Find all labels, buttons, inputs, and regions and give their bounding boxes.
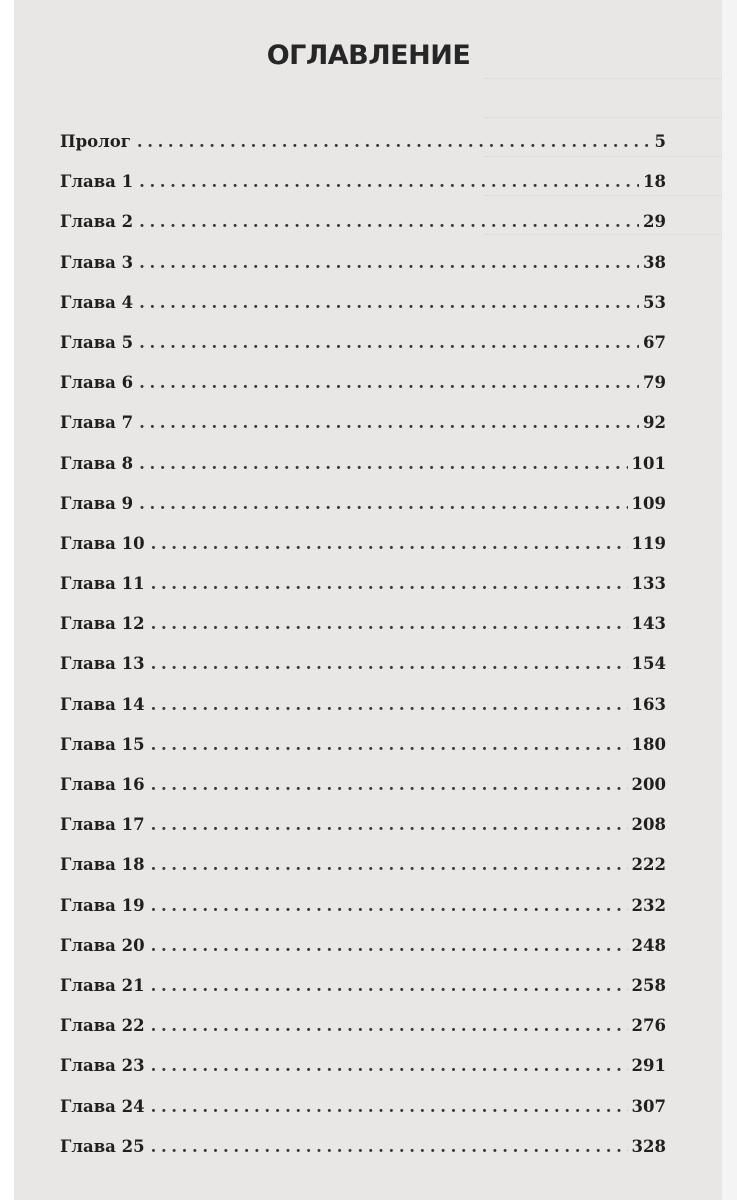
bleed-line	[484, 79, 722, 118]
toc-entry-label: Глава 16	[60, 775, 145, 794]
dot-leader	[151, 815, 628, 834]
toc-entry-label: Глава 14	[60, 694, 145, 714]
toc-entry-label: Глава 22	[60, 1016, 145, 1036]
toc-entry	[60, 735, 666, 775]
toc-entry	[60, 614, 666, 654]
toc-entry-page-number: 79	[643, 373, 666, 393]
toc-entry	[60, 494, 666, 534]
toc-entry	[60, 775, 666, 815]
dot-leader	[151, 1056, 628, 1075]
toc-entry-page-number: 222	[631, 855, 666, 875]
dot-leader	[151, 534, 628, 553]
dot-leader	[139, 212, 639, 231]
dot-leader	[151, 1137, 628, 1156]
toc-entry-label: Глава 5	[60, 332, 134, 352]
toc-entry-page-number: 258	[631, 975, 666, 995]
dot-leader	[139, 253, 639, 272]
dot-leader	[139, 373, 639, 392]
toc-entry-page-number: 307	[631, 1096, 666, 1116]
toc-entry	[60, 896, 666, 936]
toc-entry	[60, 333, 666, 373]
toc-entry-page-number: 291	[631, 1056, 666, 1076]
toc-entry-page-number: 154	[631, 654, 666, 674]
toc-entry	[60, 695, 666, 735]
toc-entry-page-number: 92	[643, 413, 666, 433]
toc-entry-page-number: 101	[631, 453, 666, 473]
dot-leader	[151, 735, 628, 754]
toc-entry-label: Глава 13	[60, 654, 145, 674]
toc-entry-page-number: 232	[631, 895, 666, 915]
toc-entry-label: Глава 10	[60, 533, 145, 553]
toc-entry-page-number: 163	[631, 694, 666, 714]
toc-entry-page-number: 119	[631, 533, 666, 553]
toc-entry-page-number: 5	[654, 132, 666, 151]
toc-entry-label: Пролог	[60, 132, 131, 151]
toc-entry-label: Глава 1	[60, 172, 134, 192]
toc-entry-label: Глава 18	[60, 855, 145, 875]
toc-entry-page-number: 180	[631, 734, 666, 754]
toc-entry-page-number: 143	[631, 614, 666, 634]
dot-leader	[151, 775, 628, 794]
dot-leader	[151, 614, 628, 633]
toc-entry-label: Глава 24	[60, 1096, 145, 1116]
toc-entry-label: Глава 11	[60, 574, 145, 594]
toc-entry-label: Глава 20	[60, 935, 145, 955]
dot-leader	[151, 896, 628, 915]
toc-entry-page-number: 38	[643, 252, 666, 272]
toc-entry-page-number: 18	[643, 172, 666, 192]
dot-leader	[139, 413, 639, 432]
toc-entry-label: Глава 7	[60, 413, 134, 433]
toc-entry	[60, 654, 666, 694]
dot-leader	[139, 333, 639, 352]
toc-entry-label: Глава 12	[60, 614, 145, 634]
toc-entry	[60, 132, 666, 172]
toc-entry	[60, 855, 666, 895]
dot-leader	[137, 132, 651, 151]
toc-entry-label: Глава 21	[60, 975, 145, 995]
toc-entry-label: Глава 6	[60, 373, 134, 393]
toc-entry	[60, 172, 666, 212]
toc-entry-label: Глава 8	[60, 453, 134, 473]
toc-entry	[60, 1097, 666, 1137]
toc-entry	[60, 1016, 666, 1056]
toc-entry	[60, 534, 666, 574]
dot-leader	[151, 1016, 628, 1035]
toc-entry	[60, 454, 666, 494]
toc-entry	[60, 212, 666, 252]
toc-entry-label: Глава 9	[60, 493, 134, 513]
toc-entry-page-number: 328	[631, 1136, 666, 1156]
dot-leader	[139, 454, 627, 473]
dot-leader	[151, 936, 628, 955]
toc-entry-label: Глава 19	[60, 895, 145, 915]
toc-entry	[60, 1137, 666, 1177]
toc-entry-label: Глава 4	[60, 292, 134, 312]
dot-leader	[151, 855, 628, 874]
page-margin-edge	[722, 0, 737, 1200]
dot-leader	[151, 976, 628, 995]
toc-entry-label: Глава 23	[60, 1056, 145, 1076]
toc-entry	[60, 976, 666, 1016]
toc-entry-label: Глава 25	[60, 1136, 145, 1156]
toc-entry	[60, 253, 666, 293]
toc-entry-page-number: 109	[631, 493, 666, 513]
dot-leader	[151, 695, 628, 714]
toc-entry	[60, 1056, 666, 1096]
toc-entry	[60, 373, 666, 413]
toc-entry	[60, 815, 666, 855]
dot-leader	[151, 1097, 628, 1116]
toc-entry	[60, 413, 666, 453]
toc-entry-label: Глава 17	[60, 815, 145, 835]
toc-list	[60, 132, 666, 1177]
toc-entry	[60, 293, 666, 333]
toc-entry-page-number: 200	[631, 775, 666, 794]
dot-leader	[139, 172, 639, 191]
toc-entry	[60, 574, 666, 614]
toc-entry-page-number: 67	[643, 332, 666, 352]
dot-leader	[151, 654, 628, 673]
toc-entry-label: Глава 15	[60, 734, 145, 754]
dot-leader	[151, 574, 628, 593]
dot-leader	[139, 293, 639, 312]
toc-entry-label: Глава 2	[60, 212, 134, 232]
toc-entry-page-number: 248	[631, 935, 666, 955]
toc-entry	[60, 936, 666, 976]
toc-entry-page-number: 276	[631, 1016, 666, 1036]
dot-leader	[139, 494, 627, 513]
toc-entry-label: Глава 3	[60, 252, 134, 272]
toc-entry-page-number: 53	[643, 292, 666, 312]
toc-entry-page-number: 29	[643, 212, 666, 232]
toc-entry-page-number: 133	[631, 574, 666, 594]
toc-title: ОГЛАВЛЕНИЕ	[266, 40, 471, 71]
toc-entry-page-number: 208	[631, 815, 666, 835]
